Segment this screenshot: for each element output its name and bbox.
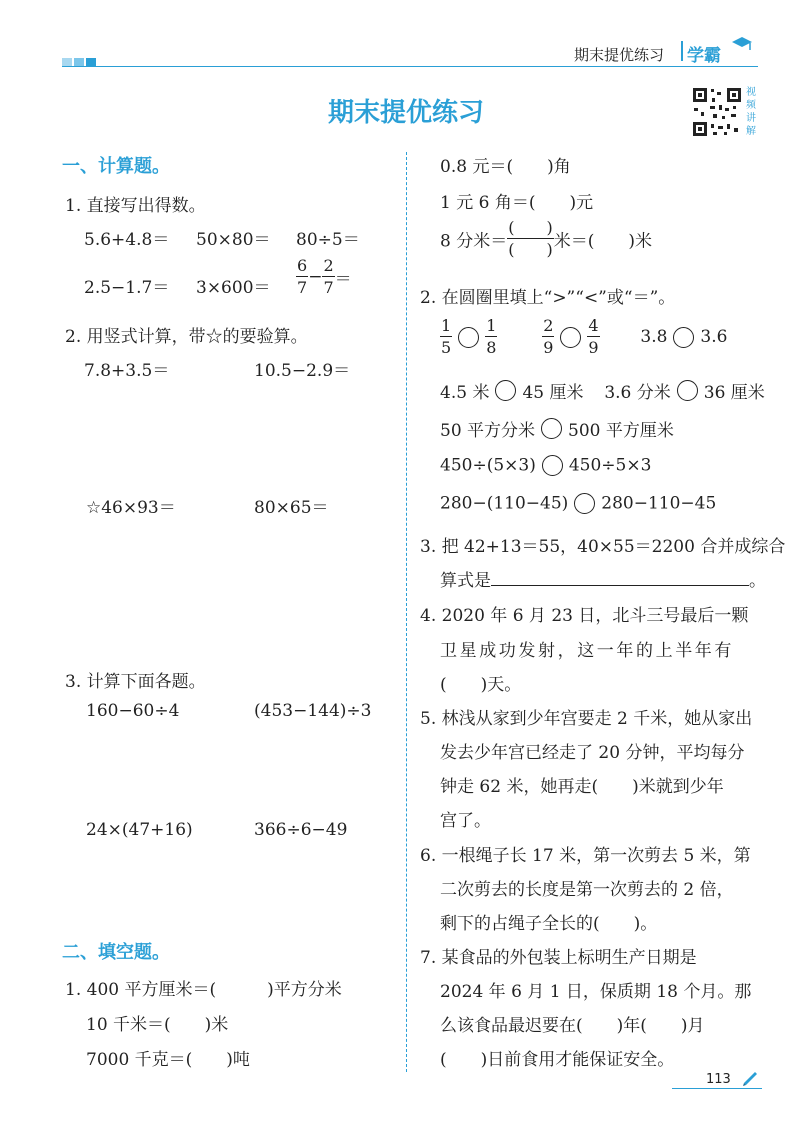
q2-1-line-5: 1 元 6 角＝( )元 (440, 193, 594, 213)
section-calculation-heading: 一、计算题。 (62, 156, 170, 177)
q2-7-line-3: 么该食品最迟要在( )年( )月 (440, 1016, 705, 1036)
q2-7-line-2: 2024 年 6 月 1 日，保质期 18 个月。那 (440, 982, 752, 1002)
compare-circle[interactable] (574, 493, 595, 514)
compare-circle[interactable] (495, 380, 516, 401)
q1-3-expr-4: 366÷6−49 (254, 820, 348, 840)
q2-2-row-5: 280−(110−45) 280−110−45 (440, 493, 717, 514)
q1-3-expr-2: (453−144)÷3 (254, 701, 372, 721)
compare-circle[interactable] (673, 327, 694, 348)
answer-line[interactable] (491, 567, 749, 586)
q1-1-label: 1. 直接写出得数。 (65, 196, 206, 216)
q2-5-line-4: 宫了。 (440, 811, 491, 831)
q2-1-line-2: 10 千米＝( )米 (86, 1015, 229, 1035)
q2-6-line-3: 剩下的占绳子全长的( )。 (440, 914, 658, 934)
q2-4-line-1: 4. 2020 年 6 月 23 日，北斗三号最后一颗 (420, 606, 749, 626)
q1-1-expr-5: 3×600＝ (196, 278, 271, 298)
section-fill-blank-heading: 二、填空题。 (62, 942, 170, 963)
q2-1-line-4: 0.8 元＝( )角 (440, 157, 571, 177)
q1-2-expr-4: 80×65＝ (254, 498, 329, 518)
compare-circle[interactable] (560, 327, 581, 348)
compare-circle[interactable] (458, 327, 479, 348)
q2-3-line-2: 算式是 。 (440, 566, 766, 591)
qr-code-icon[interactable] (691, 86, 743, 142)
q1-1-expr-6: $\frac{6}{7}$ − $\frac{2}{7}$ ＝ (297, 256, 352, 297)
q2-3-line-1: 3. 把 42+13＝55，40×55＝2200 合并成综合 (420, 537, 786, 557)
brand-cap-icon (730, 36, 754, 56)
compare-circle[interactable] (542, 455, 563, 476)
q2-4-line-3: ( )天。 (440, 675, 522, 695)
q2-1-line-6: 8 分米＝ $\frac{( )}{( )}$ 米＝( )米 (440, 218, 652, 259)
q2-1-line-3: 7000 千克＝( )吨 (86, 1050, 250, 1070)
page-title: 期末提优练习 (328, 98, 485, 128)
q2-2-row-2: 4.5 米 45 厘米 3.6 分米 36 厘米 (440, 378, 765, 403)
q2-7-line-1: 7. 某食品的外包装上标明生产日期是 (420, 948, 697, 968)
header-rule (62, 66, 758, 67)
q2-2-label: 2. 在圆圈里填上“>”“<”或“＝”。 (420, 288, 676, 308)
q1-1-expr-2: 50×80＝ (196, 230, 271, 250)
q1-3-expr-3: 24×(47+16) (86, 820, 193, 840)
q2-6-line-1: 6. 一根绳子长 17 米，第一次剪去 5 米，第 (420, 846, 751, 866)
q2-4-line-2: 卫星成功发射，这一年的上半年有 (440, 641, 734, 661)
q2-6-line-2: 二次剪去的长度是第一次剪去的 2 倍， (440, 880, 734, 900)
q1-2-expr-1: 7.8+3.5＝ (84, 361, 170, 381)
q1-2-label: 2. 用竖式计算，带☆的要验算。 (65, 327, 308, 347)
q2-2-row-1: $\frac{1}{5}$ $\frac{1}{8}$ $\frac{2}{9}$ $\frac{4}{9}$ 3.8 3.6 (441, 316, 728, 357)
q2-2-row-4: 450÷(5×3) 450÷5×3 (440, 455, 652, 476)
q2-1-line-1: 1. 400 平方厘米＝( )平方分米 (65, 980, 342, 1000)
column-divider (406, 152, 407, 1072)
q2-5-line-3: 钟走 62 米，她再走( )米就到少年 (440, 777, 724, 797)
compare-circle[interactable] (677, 380, 698, 401)
q2-5-line-1: 5. 林浅从家到少年宫要走 2 千米，她从家出 (420, 709, 753, 729)
q1-2-expr-3: ☆46×93＝ (86, 498, 176, 518)
q1-1-expr-3: 80÷5＝ (296, 230, 360, 250)
q1-3-expr-1: 160−60÷4 (86, 701, 180, 721)
header-section-title: 期末提优练习 (574, 46, 665, 64)
q2-2-row-3: 50 平方分米 500 平方厘米 (440, 416, 674, 441)
q1-1-expr-4: 2.5−1.7＝ (84, 278, 170, 298)
brand-logo: 学霸 (687, 46, 721, 66)
q2-5-line-2: 发去少年宫已经走了 20 分钟，平均每分 (440, 743, 745, 763)
q1-1-expr-1: 5.6+4.8＝ (84, 230, 170, 250)
header-divider (681, 41, 683, 61)
q1-2-expr-2: 10.5−2.9＝ (254, 361, 351, 381)
qr-label: 视频讲解 (746, 87, 756, 137)
pencil-icon (741, 1070, 759, 1090)
page-number: 113 (706, 1072, 731, 1087)
q1-3-label: 3. 计算下面各题。 (65, 672, 206, 692)
q2-7-line-4: ( )日前食用才能保证安全。 (440, 1050, 675, 1070)
header-dots (62, 51, 96, 70)
compare-circle[interactable] (541, 418, 562, 439)
